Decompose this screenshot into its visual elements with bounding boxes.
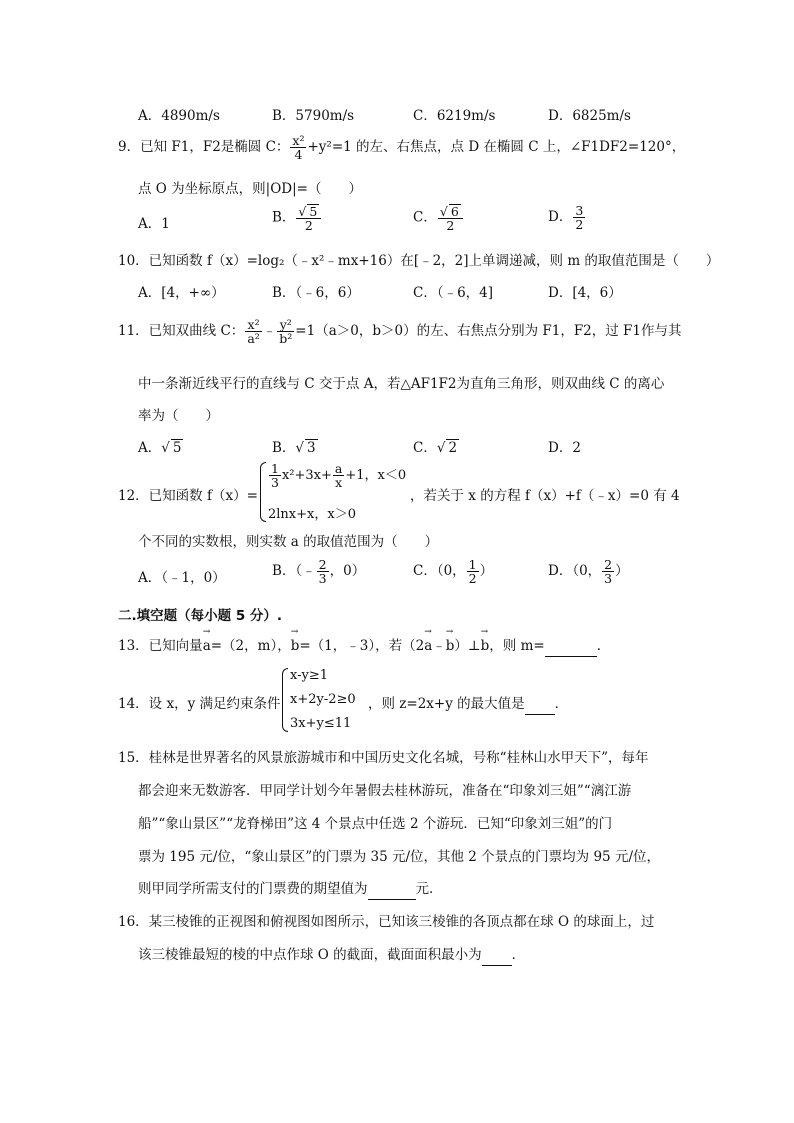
q9-option-c bbox=[413, 204, 464, 232]
q9-option-d-frac bbox=[573, 204, 585, 231]
q11-frac1-num: x² bbox=[245, 318, 261, 332]
vector-a: a → bbox=[203, 634, 211, 654]
q15-line3: 船”“象山景区”“龙脊梯田”这 4 个景点中任选 2 个游玩．已知“印象刘三姐”的门 bbox=[138, 816, 613, 832]
q14-constraint-1: x-y≥1 bbox=[290, 668, 329, 683]
q14-constraint-3: 3x+y≤11 bbox=[290, 716, 352, 731]
q9-fraction bbox=[290, 134, 306, 161]
q9-option-b-label: B． bbox=[272, 209, 296, 226]
vector-b-3: b → bbox=[481, 634, 490, 654]
q12-case1-den2: x bbox=[335, 475, 343, 491]
q12-case1-frac1 bbox=[269, 462, 281, 489]
q9-text-b: +y²=1 的左、右焦点，点 D 在椭圆 C 上，∠F1DF2=120°， bbox=[307, 139, 686, 156]
q12-option-c bbox=[413, 558, 493, 585]
q10-line: 10．已知函数 f（x）=log₂（﹣x²﹣mx+16）在[﹣2，2]上单调递减，则 m 的取值范围是（ ） bbox=[118, 253, 720, 269]
q12-option-b-num: 2 bbox=[318, 557, 327, 572]
q14-constraint-2: x+2y-2≥0 bbox=[290, 692, 356, 707]
q13-g: ． bbox=[596, 638, 611, 654]
q12-option-b-den: 3 bbox=[318, 571, 327, 587]
q10-option-a: A．[4，+∞） bbox=[138, 285, 225, 301]
q9-option-b-num: √ 5 bbox=[296, 204, 321, 219]
q15-answer-blank[interactable] bbox=[368, 883, 416, 900]
q11-text-b: =1（a＞0，b＞0）的左、右焦点分别为 F1，F2，过 F1作与其 bbox=[295, 323, 682, 340]
q13-b: =（2，m）， bbox=[210, 638, 291, 654]
q9-text-a: 9．已知 F1，F2是椭圆 C： bbox=[118, 139, 290, 156]
q12-case1-a: x²+3x+ bbox=[281, 468, 332, 484]
q12-case1-num2: a bbox=[334, 461, 343, 476]
vector-b: b → bbox=[291, 634, 300, 654]
q11-option-d: D．2 bbox=[548, 440, 581, 456]
q9-option-d bbox=[548, 204, 586, 231]
q11-minus: ﹣ bbox=[262, 323, 277, 340]
q12-option-d-b: ） bbox=[615, 563, 629, 580]
q14-tail bbox=[368, 692, 568, 715]
q9-option-c-num: √ 6 bbox=[438, 204, 463, 219]
q13-d: ﹣ bbox=[432, 638, 446, 654]
q11-frac1-den: a² bbox=[247, 331, 260, 347]
q13-f: ，则 m= bbox=[489, 638, 545, 654]
q15-line5-text: 则甲同学所需支付的门票费的期望值为 bbox=[138, 881, 368, 897]
q12-case2: 2lnx+x，x＞0 bbox=[268, 507, 356, 522]
q11-frac1 bbox=[245, 318, 261, 345]
q8-option-b: B．5790m/s bbox=[272, 108, 355, 124]
q15-line1: 15．桂林是世界著名的风景旅游城市和中国历史文化名城，号称“桂林山水甲天下”，每年 bbox=[118, 750, 649, 766]
q8-option-a: A．4890m/s bbox=[138, 108, 220, 124]
q11-line1 bbox=[118, 318, 682, 345]
q9-frac-num: x² bbox=[292, 133, 305, 148]
q14-tail-text: ，则 z=2x+y 的最大值是 bbox=[368, 696, 525, 712]
q13-c: =（1，﹣3），若（2 bbox=[299, 638, 425, 654]
q12-option-c-frac bbox=[467, 558, 479, 585]
q12-option-d bbox=[548, 558, 629, 585]
q8-option-c: C．6219m/s bbox=[413, 108, 496, 124]
q16-line1: 16．某三棱锥的正视图和俯视图如图所示，已知该三棱锥的各顶点都在球 O 的球面上，过 bbox=[118, 914, 655, 930]
q11-line2: 中一条渐近线平行的直线与 C 交于点 A，若△AF1F2为直角三角形，则双曲线 C 的离心 bbox=[138, 376, 665, 392]
q12-tail: ，若关于 x 的方程 f（x）+f（﹣x）=0 有 4 bbox=[410, 488, 680, 504]
q12-lead: 12．已知函数 f（x）= bbox=[118, 488, 258, 504]
q11-option-c-label: C． bbox=[413, 440, 437, 456]
q12-option-c-b: ） bbox=[479, 563, 494, 580]
q10-option-b: B．（﹣6，6） bbox=[272, 285, 360, 301]
section-heading: 二.填空题（每小题 5 分）. bbox=[118, 608, 283, 624]
q12-option-d-den: 3 bbox=[604, 571, 613, 587]
q9-option-b-sqrt: 5 bbox=[309, 204, 318, 219]
q15-line5-end: 元． bbox=[415, 881, 443, 897]
q9-option-d-num: 3 bbox=[575, 203, 584, 218]
q11-option-c-sqrt: 2 bbox=[448, 440, 458, 456]
q12-option-d-a: D．（0， bbox=[548, 563, 602, 580]
q13-answer-blank[interactable] bbox=[545, 640, 597, 657]
q12-option-b-b: ，0） bbox=[329, 563, 366, 580]
q11-option-b-label: B． bbox=[272, 440, 296, 456]
q11-frac2-den: b² bbox=[279, 331, 293, 347]
q12-option-c-den: 2 bbox=[468, 571, 477, 587]
q9-option-b bbox=[272, 204, 322, 232]
q11-option-a-label: A． bbox=[138, 440, 162, 456]
vector-a-2: a → bbox=[424, 634, 432, 654]
q14-lead: 14．设 x，y 满足约束条件 bbox=[118, 696, 281, 712]
q11-option-b-sqrt: 3 bbox=[307, 440, 316, 456]
q12-option-a: A．（﹣1，0） bbox=[138, 570, 226, 586]
q12-case1-den1: 3 bbox=[271, 475, 279, 491]
q9-option-b-den: 2 bbox=[304, 218, 313, 234]
q11-option-a-sqrt: 5 bbox=[172, 440, 182, 456]
q16-line2 bbox=[138, 943, 525, 966]
q14-end: ． bbox=[554, 696, 569, 712]
q12-option-b-frac bbox=[317, 558, 329, 585]
q12-option-b bbox=[272, 558, 365, 585]
q9-option-c-frac bbox=[438, 204, 463, 232]
q12-brace bbox=[260, 462, 266, 522]
q9-option-d-den: 2 bbox=[575, 217, 584, 233]
q9-option-c-den: 2 bbox=[446, 218, 455, 234]
q11-option-c: C．√ 2 bbox=[413, 440, 458, 456]
q9-frac-den: 4 bbox=[294, 147, 303, 163]
q15-line5 bbox=[138, 877, 443, 900]
q12-line2: 个不同的实数根，则实数 a 的取值范围为（ ） bbox=[138, 534, 439, 550]
q13-e: ）⊥ bbox=[454, 638, 481, 654]
q11-option-a: A．√ 5 bbox=[138, 440, 182, 456]
q9-option-c-label: C． bbox=[413, 209, 437, 226]
q12-case1 bbox=[268, 462, 406, 489]
q11-option-b: B．√ 3 bbox=[272, 440, 316, 456]
q13-a: 13．已知向量 bbox=[118, 638, 203, 654]
q12-case1-num1: 1 bbox=[271, 461, 279, 476]
q9-option-c-sqrt: 6 bbox=[450, 204, 459, 219]
q15-line4: 票为 195 元/位，“象山景区”的门票为 35 元/位，其他 2 个景点的门票均为 95 元/位， bbox=[138, 849, 660, 865]
q11-frac2-num: y² bbox=[277, 318, 294, 332]
q9-option-a: A．1 bbox=[138, 216, 170, 232]
q10-option-c: C．（﹣6，4] bbox=[413, 285, 494, 301]
vector-b-2: b → bbox=[446, 634, 455, 654]
q16-answer-blank[interactable] bbox=[482, 949, 512, 966]
q12-option-c-a: C．（0， bbox=[413, 563, 466, 580]
q12-option-d-num: 2 bbox=[604, 557, 613, 572]
q9-option-b-frac bbox=[296, 204, 321, 232]
q8-option-d: D．6825m/s bbox=[548, 108, 631, 124]
q11-line3: 率为（ ） bbox=[138, 408, 219, 424]
q13-line bbox=[118, 634, 610, 657]
q11-frac2 bbox=[277, 318, 294, 345]
q9-line1 bbox=[118, 134, 685, 161]
q12-option-b-a: B．（﹣ bbox=[272, 563, 316, 580]
q10-option-d: D．[4，6） bbox=[548, 285, 622, 301]
q9-option-d-label: D． bbox=[548, 209, 573, 226]
q12-option-d-frac bbox=[602, 558, 614, 585]
q15-line2: 都会迎来无数游客．甲同学计划今年暑假去桂林游玩，准备在“印象刘三姐”“漓江游 bbox=[138, 783, 632, 799]
q14-answer-blank[interactable] bbox=[525, 698, 555, 715]
q14-brace bbox=[282, 668, 288, 732]
q12-option-c-num: 1 bbox=[468, 557, 477, 572]
q11-text-a: 11．已知双曲线 C： bbox=[118, 323, 245, 340]
q16-line2-end: ． bbox=[511, 947, 526, 963]
q12-case1-frac2 bbox=[333, 462, 344, 489]
q9-line2: 点 O 为坐标原点，则|OD|=（ ） bbox=[138, 181, 362, 197]
q12-case1-b: +1，x＜0 bbox=[345, 468, 407, 484]
q16-line2-text: 该三棱锥最短的棱的中点作球 O 的截面，截面面积最小为 bbox=[138, 947, 482, 963]
